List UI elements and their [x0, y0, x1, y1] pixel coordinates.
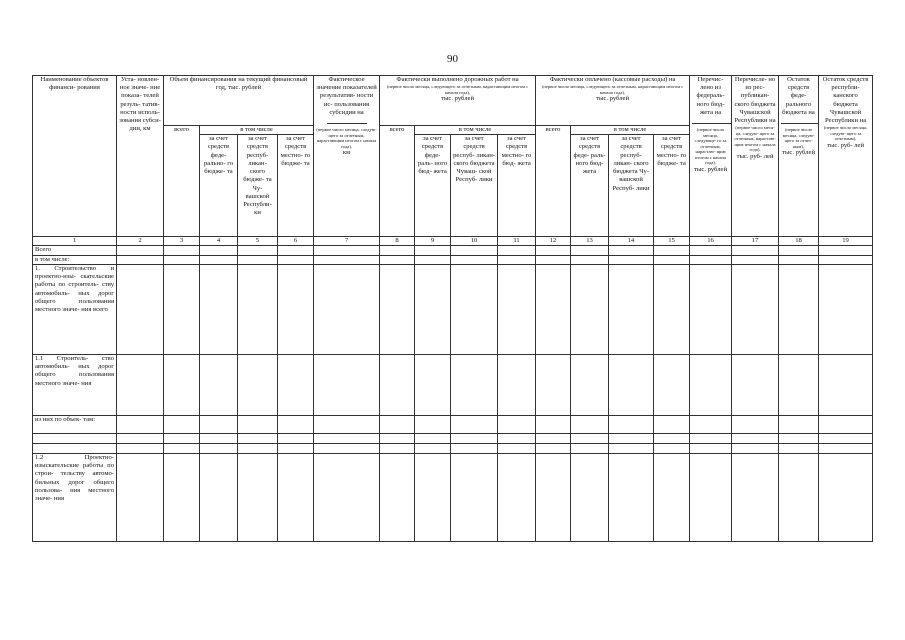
header-federal-transferred-note: (первое число месяца, следующе- го за отчетным, нарастаю- щим итогом с начала года),: [694, 127, 727, 166]
report-table: [32, 75, 873, 542]
header-federal-balance-main: Остаток средств феде- рального бюджета на: [782, 76, 815, 116]
table-row-item1-2: [33, 453, 873, 541]
column-number: 9: [415, 237, 451, 246]
header-federal-transferred: [690, 76, 732, 237]
header-republic-transferred: [732, 76, 779, 237]
header-paid-main: Фактически оплачено (кассовые расходы) на: [549, 76, 676, 83]
header-target-value: Уста- новлен- ное значе- ние показа- телей резуль- татив- ности исполь- зования субси- дии, км: [117, 76, 164, 237]
header-federal-transferred-main: Перечис- лено из федераль- ного бюд- жета на: [696, 76, 725, 116]
header-total-2: всего: [380, 126, 415, 237]
column-number: 7: [314, 237, 380, 246]
column-number: 19: [819, 237, 873, 246]
header-work-done-main: Фактически выполнено дорожных работ на: [396, 76, 519, 83]
column-number: 3: [164, 237, 200, 246]
header-resp-2: за счет средств респуб- ликан- ского бюджета Чуваш- ской Респуб- лики: [451, 135, 498, 237]
table-row-item1: [33, 264, 873, 354]
column-number-row: [33, 237, 873, 246]
header-fed-1: за счет средств феде- рально- го бюдже- та: [200, 135, 238, 237]
header-including-2: в том числе: [415, 126, 536, 135]
header-federal-transferred-unit: тыс. рублей: [694, 165, 727, 173]
header-funding-volume: Объем финансирования на текущий финансовый год, тыс. рублей: [164, 76, 314, 126]
header-paid: [536, 76, 690, 126]
header-republic-transferred-main: Перечисле- но из рес- публикан- ского бюджета Чувашской Республики на: [734, 76, 776, 125]
table-row-of-them: [33, 415, 873, 433]
header-republic-transferred-unit: тыс. руб- лей: [736, 152, 774, 160]
table-row-item1-1: [33, 354, 873, 415]
header-actual-value-unit: км: [342, 149, 351, 157]
date-blank: [781, 117, 819, 124]
column-number: 18: [779, 237, 819, 246]
header-resp-3: за счет средств респуб- ликан- ского бюджета Чу- вашской Респуб- лики: [609, 135, 654, 237]
column-number: 14: [609, 237, 654, 246]
header-work-done-unit: тыс. рублей: [441, 95, 474, 103]
column-number: 16: [690, 237, 732, 246]
header-republic-balance-note: (первое число месяца, следую- щего за отчетным),: [823, 125, 868, 142]
header-work-done-note: (первое число месяца, следующего за отчетным, нарастающим итогом с начала года),: [386, 84, 529, 95]
row-label-item1: 1. Строительство и проектно-изы- скательские работы по строитель- ству автомобиль- ных дорог общего пользования местного значе- ния всего: [33, 264, 117, 354]
column-number: 10: [451, 237, 498, 246]
header-fed-2: за счет средств феде- раль- ного бюд- жета: [415, 135, 451, 237]
header-republic-balance-main: Остаток средств республи- канского бюджета Чувашской Республики на: [822, 76, 869, 125]
column-number: 5: [238, 237, 278, 246]
row-label-item1-1: 1.1 Строитель- ство автомобиль- ных дорог общего пользования местного значе- ния: [33, 354, 117, 415]
row-label-of-them: из них по объек- там:: [33, 415, 117, 433]
header-resp-1: за счет средств респуб- ликан- ского бюдже- та Чу- вашской Республи- ки: [238, 135, 278, 237]
header-republic-transferred-note: (первое число меся- ца, следую- щего за отчетным, нарастаю- щим итогом с начала года),: [734, 125, 776, 153]
header-total-1: всего: [164, 126, 200, 237]
header-including-1: в том числе: [200, 126, 314, 135]
column-number: 4: [200, 237, 238, 246]
header-total-3: всего: [536, 126, 571, 237]
row-label-total: Всего: [33, 246, 117, 255]
column-number: 13: [571, 237, 609, 246]
header-paid-unit: тыс. рублей: [596, 95, 629, 103]
header-republic-balance: [819, 76, 873, 237]
table-row-including: [33, 255, 873, 264]
column-number: 2: [117, 237, 164, 246]
header-actual-value: [314, 76, 380, 237]
header-federal-balance-unit: тыс. рублей: [782, 149, 815, 157]
header-paid-note: (первое число месяца, следующего за отчетным, нарастающим итогом с начала года),: [541, 84, 684, 95]
header-including-3: в том числе: [571, 126, 690, 135]
column-number: 8: [380, 237, 415, 246]
header-federal-balance: [779, 76, 819, 237]
header-federal-balance-note: (первое число месяца, следую- щего за отчет- ным),: [782, 127, 815, 149]
column-number: 11: [498, 237, 536, 246]
table-row-blank: [33, 433, 873, 443]
row-label-item1-2: 1.2 Проектно- изыскательские работы по строи- тельству автомо- бильных дорог общего пользова- ния местного значе- ния: [33, 453, 117, 541]
column-number: 12: [536, 237, 571, 246]
header-work-done: [380, 76, 536, 126]
header-objects: Наименование объектов финанси- рования: [33, 76, 117, 237]
header-mest-1: за счет средств местно- го бюдже- та: [278, 135, 314, 237]
header-republic-balance-unit: тыс. руб- лей: [827, 141, 864, 149]
table-row-blank: [33, 443, 873, 453]
page-number: 90: [447, 53, 458, 65]
header-mest-3: за счет средств местно- го бюдже- та: [654, 135, 690, 237]
date-blank: [327, 117, 367, 124]
header-fed-3: за счет средств феде- раль- ного бюд- жета: [571, 135, 609, 237]
header-actual-value-main: Фактическое значение показателей результатив- ности ис- пользования субсидии на: [316, 76, 377, 116]
table-row-total: [33, 246, 873, 255]
date-blank: [692, 117, 732, 124]
header-actual-value-note: (первое число месяца, следую- щего за отчетным, нарастающим итогом с начала года),: [316, 127, 377, 149]
row-label-including: в том числе:: [33, 255, 117, 264]
column-number: 1: [33, 237, 117, 246]
column-number: 17: [732, 237, 779, 246]
header-mest-2: за счет средств местно- го бюд- жета: [498, 135, 536, 237]
column-number: 6: [278, 237, 314, 246]
column-number: 15: [654, 237, 690, 246]
